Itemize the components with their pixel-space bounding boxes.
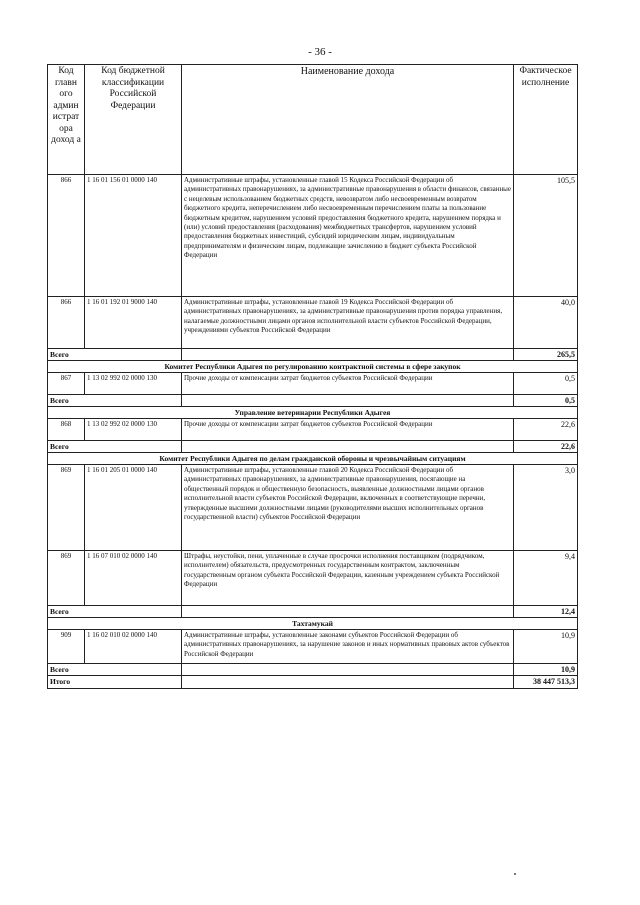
section-title: Управление ветеринарии Республики Адыгея (48, 407, 578, 419)
header-row (48, 65, 578, 175)
section-title: Комитет Республики Адыгея по регулированию контрактной системы в сфере закупок (48, 361, 578, 373)
total-row (48, 664, 578, 676)
total-amount: 0,5 (514, 395, 578, 407)
total-label: Всего (48, 349, 182, 361)
admin-code: 909 (48, 630, 85, 664)
admin-code: 869 (48, 551, 85, 606)
amount: 0,5 (514, 373, 578, 395)
income-name: Административные штрафы, установленные главой 19 Кодекса Российской Федерации об административных правонарушениях, за административные правонарушения против порядка управления, налагаемые должностными лицами органов исполнительной власти субъектов Российской Федерации, учреждениями субъектов Российской Федерации (182, 297, 514, 349)
income-name: Административные штрафы, установленные главой 15 Кодекса Российской Федерации об административных правонарушениях, за административные правонарушения в области финансов, связанные с нецелевым использованием бюджетных средств, невозвратом либо несвоевременным возвратом бюджетного кредита, неперечислением либо несвоевременным перечислением платы за пользование бюджетным кредитом, нарушением условий предоставления бюджетного кредита, нарушением порядка и (или) условий предоставления (расходования) межбюджетных трансфертов, нарушением условий предоставления бюджетных инвестиций, субсидий юридическим лицам, индивидуальным предпринимателям и физическим лицам, подлежащие зачислению в бюджет субъекта Российской Федерации (182, 175, 514, 297)
grand-total-label: Итого (48, 676, 182, 689)
total-row (48, 395, 578, 407)
admin-code: 867 (48, 373, 85, 395)
admin-code: 868 (48, 419, 85, 441)
total-amount: 12,4 (514, 606, 578, 618)
income-name: Штрафы, неустойки, пени, уплаченные в случае просрочки исполнения поставщиком (подрядчиком, исполнителем) обязательств, предусмотренных государственным контрактом, заключенным государственным органом субъекта Российской Федерации, казенным учреждением субъекта Российской Федерации (182, 551, 514, 606)
header-admin-code: Код главн ого админ истрат ора доход а (48, 65, 85, 175)
header-actual: Фактическое исполнение (514, 65, 578, 175)
total-row (48, 349, 578, 361)
table-row (48, 297, 578, 349)
scan-speck (514, 873, 516, 875)
total-amount: 22,6 (514, 441, 578, 453)
kbk-code: 1 16 07 010 02 0000 140 (85, 551, 182, 606)
total-amount: 265,5 (514, 349, 578, 361)
admin-code: 866 (48, 297, 85, 349)
total-label: Всего (48, 664, 182, 676)
section-title: Тахтамукай (48, 618, 578, 630)
table-row (48, 175, 578, 297)
total-label: Всего (48, 395, 182, 407)
kbk-code: 1 13 02 992 02 0000 130 (85, 373, 182, 395)
grand-total-amount: 38 447 513,3 (514, 676, 578, 689)
table-row (48, 465, 578, 551)
kbk-code: 1 16 01 156 01 0000 140 (85, 175, 182, 297)
page-number: - 36 - (308, 46, 332, 58)
section-title: Комитет Республики Адыгея по делам гражданской обороны и чрезвычайным ситуациям (48, 453, 578, 465)
income-table (47, 64, 578, 689)
total-label: Всего (48, 606, 182, 618)
amount: 105,5 (514, 175, 578, 297)
total-amount: 10,9 (514, 664, 578, 676)
kbk-code: 1 16 02 010 02 0000 140 (85, 630, 182, 664)
section-header (48, 618, 578, 630)
total-row (48, 606, 578, 618)
income-name: Прочие доходы от компенсации затрат бюджетов субъектов Российской Федерации (182, 419, 514, 441)
grand-total-row (48, 676, 578, 689)
total-label: Всего (48, 441, 182, 453)
income-name: Прочие доходы от компенсации затрат бюджетов субъектов Российской Федерации (182, 373, 514, 395)
section-header (48, 407, 578, 419)
kbk-code: 1 16 01 205 01 0000 140 (85, 465, 182, 551)
admin-code: 866 (48, 175, 85, 297)
amount: 40,0 (514, 297, 578, 349)
amount: 10,9 (514, 630, 578, 664)
table-row (48, 373, 578, 395)
header-kbk-code: Код бюджетной классификации Российской Федерации (85, 65, 182, 175)
table-row (48, 630, 578, 664)
section-header (48, 361, 578, 373)
kbk-code: 1 13 02 992 02 0000 130 (85, 419, 182, 441)
table-row (48, 419, 578, 441)
income-name: Административные штрафы, установленные главой 20 Кодекса Российской Федерации об административных правонарушениях, за административные правонарушения, посягающие на общественный порядок и общественную безопасность, выявленные должностными лицами органов исполнительной власти субъектов Российской Федерации, включенных в соответствующие перечни, утвержденные высшими должностными лицами (руководителями высших исполнительных органов государственной власти) субъектов Российской Федерации (182, 465, 514, 551)
income-name: Административные штрафы, установленные законами субъектов Российской Федерации об административных правонарушениях, за нарушение законов и иных нормативных правовых актов субъектов Российской Федерации (182, 630, 514, 664)
amount: 22,6 (514, 419, 578, 441)
amount: 9,4 (514, 551, 578, 606)
header-income-name: Наименование дохода (182, 65, 514, 175)
amount: 3,0 (514, 465, 578, 551)
kbk-code: 1 16 01 192 01 9000 140 (85, 297, 182, 349)
section-header (48, 453, 578, 465)
table-row (48, 551, 578, 606)
admin-code: 869 (48, 465, 85, 551)
total-row (48, 441, 578, 453)
